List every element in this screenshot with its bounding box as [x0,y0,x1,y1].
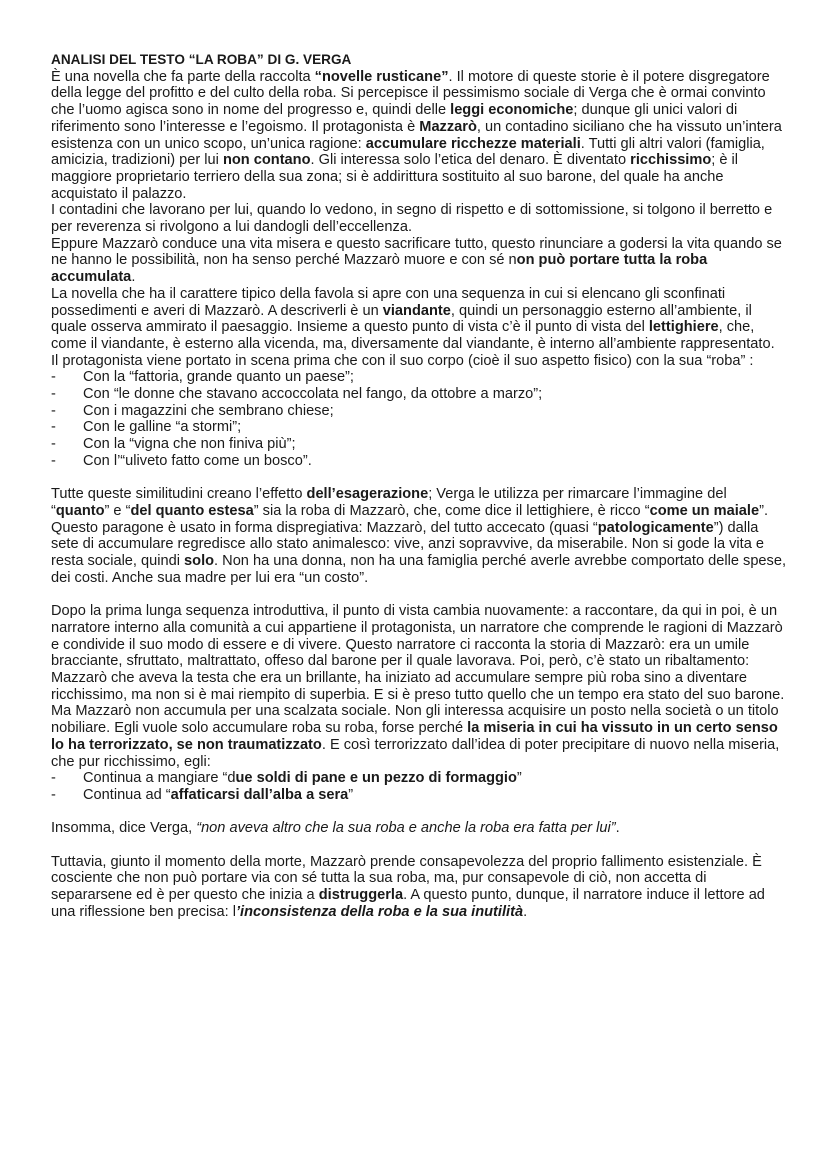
text-run: . [131,269,136,286]
text-run: Con i magazzini che sembrano chiese; [83,402,334,419]
text-run: ”) dalla sete di accumulare regredisce allo stato animalesco: vive, anzi sopravvive, da miserabile. Non si gode la vita e resta sociale, quindi [51,519,765,570]
text-run: leggi economiche [450,102,574,119]
paragraph-narrator [51,603,787,703]
text-run: È una novella che fa parte della raccolta [51,68,315,85]
text-run: ”. Questo paragone è usato in forma dispregiativa: Mazzarò, del tutto accecato (quasi “ [51,502,768,536]
text-run: . [615,820,620,837]
text-run: Dopo la prima lunga sequenza introduttiva, il punto di vista cambia nuovamente: a raccontare, da qui in poi, è un narratore interno alla comunità a cui appartiene il protagonista, un narratore che comprende le ragioni di Mazzarò e condivide il suo modo di essere e di vivere. Questo narratore ci racconta la storia di Mazzarò: era un umile bracciante, sfruttato, maltrattato, offeso dal barone per il quale lavorava. Poi, però, c’è stato un ribaltamento: Mazzarò che aveva la testa che era un brillante, ha iniziato ad accumulare sempre più roba sino a diventare ricchissimo, ma non si è mai riempito di superbia. E si è preso tutto quello che un tempo era stato del suo barone. [51,603,785,703]
paragraph-similes [51,486,787,586]
text-run: “novelle rusticane” [314,68,449,85]
text-run: La novella che ha il carattere tipico della favola si apre con una sequenza in cui si elencano gli sconfinati possedimenti e averi di Mazzarò. A descriverli è un [51,285,726,319]
possessions-list [51,369,787,469]
paragraph-misery [51,236,787,286]
text-run: Tuttavia, giunto il momento della morte, Mazzarò prende consapevolezza del proprio fallimento esistenziale. È cosciente che non può portare via con sé tutta la sua roba, ma, pur consapevole di ciò, non accetta di separarsene ed è per questo che inizia a [51,853,762,904]
paragraph-accumulation [51,703,787,770]
text-run: ricchissimo [630,152,712,169]
text-run: . Non ha una donna, non ha una famiglia perché averle avrebbe comportato delle spese, dei costi. Anche sua madre per lui era “un costo”. [51,553,787,586]
text-run: ’inconsistenza della roba e la sua inutilità [235,903,524,920]
paragraph-quote [51,820,787,837]
text-run: . A questo punto, dunque, il narratore induce il lettore ad una riflessione ben precisa: l [51,887,765,920]
text-run: ” sia la roba di Mazzarò, che, come dice il lettighiere, è ricco “ [253,502,650,519]
text-run: ; è il maggiore proprietario terriero della sua zona; si è addirittura sostituito al suo barone, del quale ha anche acquistato il palazzo. [51,152,739,202]
text-run: quanto [55,502,105,519]
list-item [51,787,787,804]
list-item [51,369,787,386]
document-title: ANALISI DEL TESTO “LA ROBA” DI G. VERGA [51,52,352,67]
text-run: distruggerla [318,887,404,904]
text-run: Continua ad “ [83,786,171,803]
text-run: del quanto estesa [130,502,254,519]
text-run: ; dunque gli unici valori di riferimento sono l’interesse e l’egoismo. Il protagonista è [51,102,738,135]
text-run: Con la “fattoria, grande quanto un paese”; [83,369,354,386]
text-run: ue soldi di pane e un pezzo di formaggio [235,770,517,787]
text-run: ” e “ [104,502,131,519]
text-run: “non aveva altro che la sua roba e anche la roba era fatta per lui” [196,820,616,837]
paragraph-conclusion [51,854,787,921]
text-run: I contadini che lavorano per lui, quando lo vedono, in segno di rispetto e di sottomissione, si tolgono il berretto e per reverenza si rivolgono a lui dandogli dell’eccellenza. [51,202,773,236]
text-run: lettighiere [648,319,719,336]
text-run: Insomma, dice Verga, [51,820,197,837]
paragraph-viewpoint [51,286,787,353]
document-page [51,52,787,921]
text-run: , che, come il viandante, è esterno alla vicenda, ma, diversamente dal viandante, è interno all’ambiente rappresentato. [51,319,775,352]
text-run: on può portare tutta la roba accumulata [51,252,708,286]
text-run: non contano [222,152,311,169]
text-run: Con “le donne che stavano accoccolata nel fango, da ottobre a marzo”; [83,386,543,403]
text-run: . Tutti gli altri valori (famiglia, amicizia, tradizioni) per lui [51,135,765,169]
text-run: ” [348,786,354,803]
text-run: . E così terrorizzato dall’idea di poter precipitare di nuovo nella miseria, che pur ricchissimo, egli: [51,736,780,770]
list-item [51,436,787,453]
list-item [51,386,787,403]
text-run: come un maiale [649,502,760,519]
text-run: . Gli interessa solo l’etica del denaro. È diventato [310,152,631,169]
habits-list [51,770,787,803]
text-run: , quindi un personaggio esterno all’ambiente, il quale osserva ammirato il paesaggio. Insieme a questo punto di vista c’è il punto di vista del [51,302,752,336]
text-run: . [523,903,528,920]
text-run: affaticarsi dall’alba a sera [170,786,349,803]
list-item [51,419,787,436]
text-run: Eppure Mazzarò conduce una vita misera e questo sacrificare tutto, questo rinunciare a godersi la vita quando se ne hanno le possibilità, non ha senso perché Mazzarò muore e con sé n [51,235,782,269]
text-run: Ma Mazzarò non accumula per una scalzata sociale. Non gli interessa acquisire un posto nella società o un titolo nobiliare. Egli vuole solo accumulare roba su roba, forse perché [51,703,779,737]
text-run: Continua a mangiare “d [83,770,236,787]
paragraph-intro [51,69,787,203]
text-run: Con le galline “a stormi”; [83,419,242,436]
text-run: la miseria in cui ha vissuto in un certo senso lo ha terrorizzato, se non traumatizzato [51,720,778,753]
list-item [51,770,787,787]
paragraph-roba [51,353,787,370]
text-run: ; Verga le utilizza per rimarcare l’immagine del “ [51,486,727,519]
paragraph-peasants [51,202,787,235]
list-item [51,403,787,420]
text-run: Mazzarò [419,118,477,135]
text-run: Con l’“uliveto fatto come un bosco”. [83,452,312,469]
text-run: accumulare ricchezze materiali [365,135,581,152]
list-item [51,453,787,470]
text-run: patologicamente [597,519,714,536]
text-run: ” [516,770,522,787]
text-run: Tutte queste similitudini creano l’effetto [51,486,307,503]
text-run: viandante [382,302,451,319]
text-run: solo [184,553,215,570]
text-run: , un contadino siciliano che ha vissuto un’intera esistenza con un unico scopo, un’unica ragione: [51,118,782,152]
text-run: Con la “vigna che non finiva più”; [83,436,296,453]
text-run: Il protagonista viene portato in scena prima che con il suo corpo (cioè il suo aspetto fisico) con la sua “roba” : [51,352,754,369]
text-run: dell’esagerazione [306,486,429,503]
text-run: . Il motore di queste storie è il potere disgregatore della legge del profitto e del culto della roba. Si percepisce il pessimismo sociale di Verga che è ormai convinto che l’uomo agisca sono in nome del progresso e, quindi delle [51,68,770,119]
